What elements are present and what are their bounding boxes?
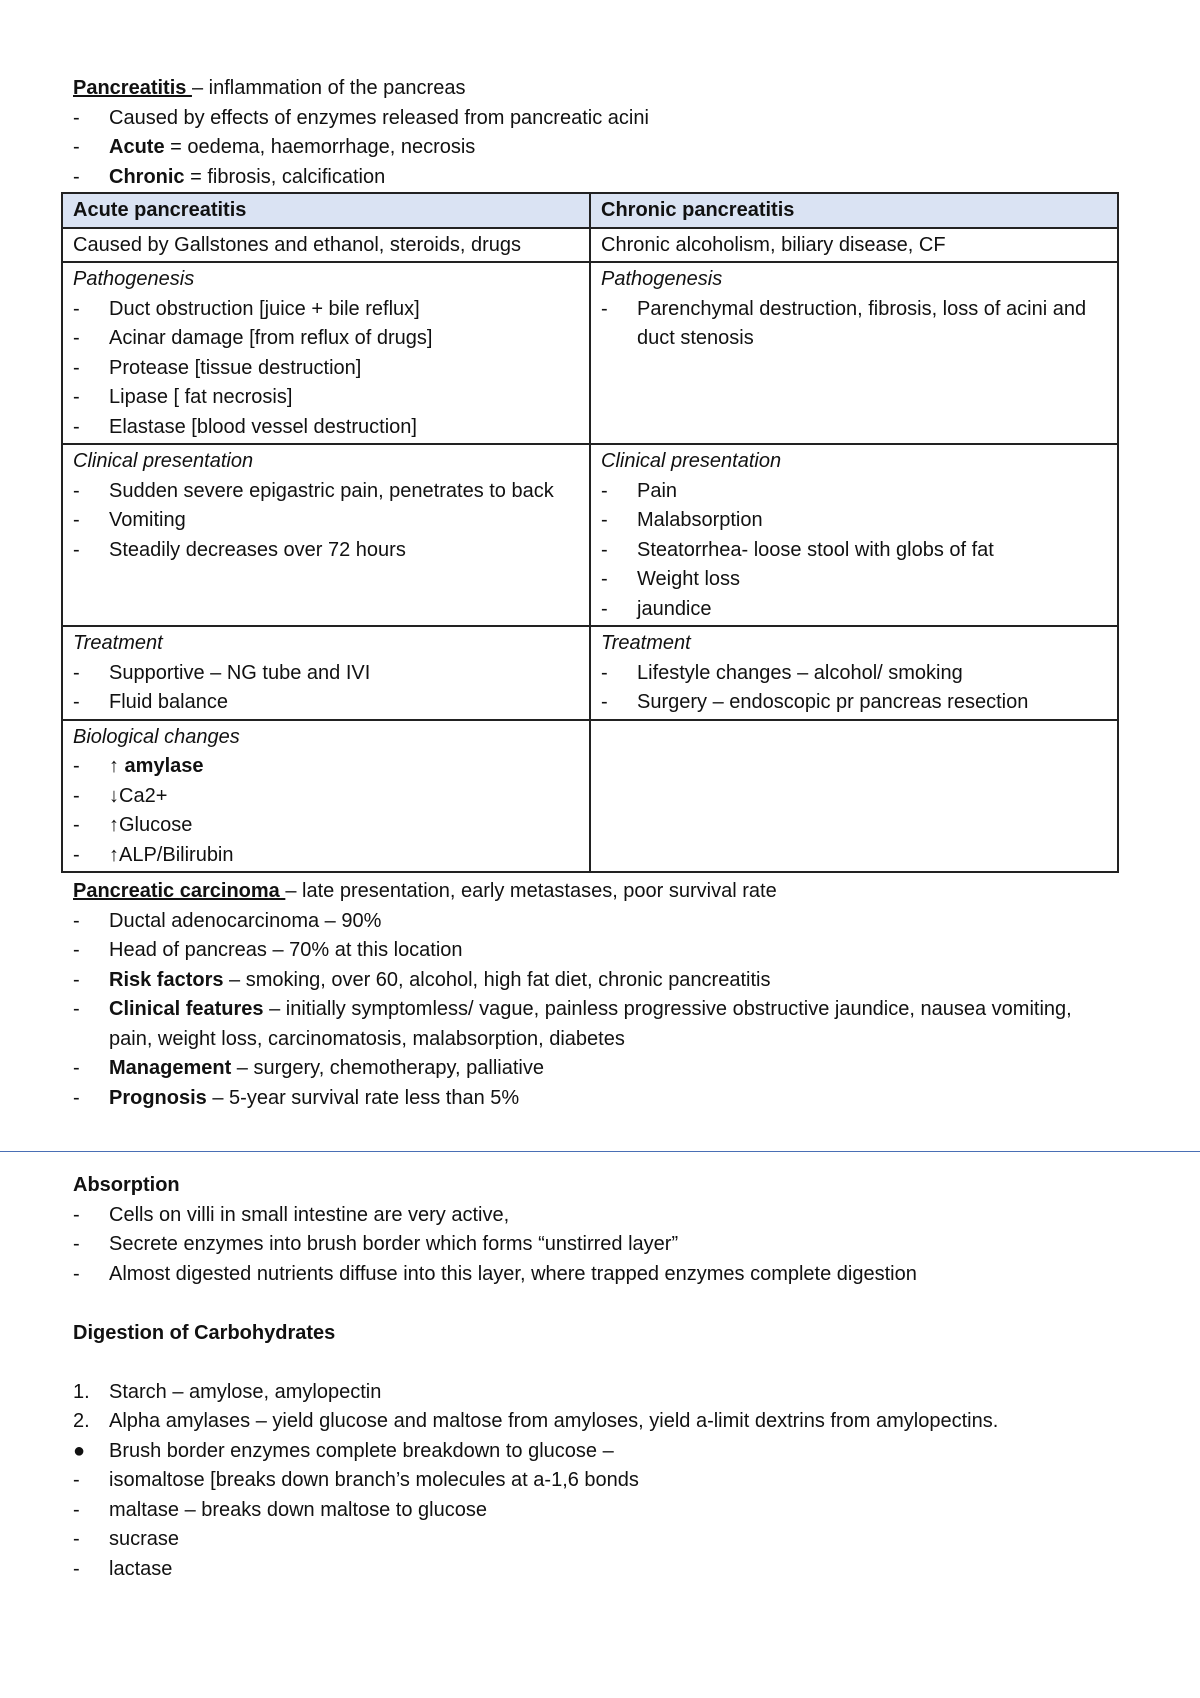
list-item: - Prognosis – 5-year survival rate less than 5% <box>73 1086 520 1109</box>
table-row <box>62 626 1118 720</box>
carcinoma-section <box>73 877 1173 1113</box>
list-item: - ↑ALP/Bilirubin <box>73 843 234 866</box>
list-item: - ↑ amylase <box>73 755 204 777</box>
table-row <box>62 720 1118 873</box>
list-item: 2. Alpha amylases – yield glucose and maltose from amyloses, yield a-limit dextrins from amylopectins. <box>73 1410 999 1432</box>
table-header-row <box>62 193 1118 228</box>
biological-chronic-empty <box>590 720 1118 873</box>
list-item: - Supportive – NG tube and IVI <box>73 661 371 684</box>
table-row <box>62 262 1118 444</box>
absorption-title: Absorption <box>73 1174 180 1196</box>
pancreatitis-title-rest: – inflammation of the pancreas <box>191 77 466 99</box>
page-top <box>73 74 1118 873</box>
list-item: - isomaltose [breaks down branch’s molecules at a-1,6 bonds <box>73 1469 639 1491</box>
list-item: - Chronic = fibrosis, calcification <box>73 165 386 188</box>
pancreatitis-comparison-table <box>61 192 1119 873</box>
list-item: - Acute = oedema, haemorrhage, necrosis <box>73 136 476 158</box>
list-item: - Almost digested nutrients diffuse into this layer, where trapped enzymes complete digestion <box>73 1262 917 1285</box>
clinical-label: Clinical presentation <box>601 450 782 472</box>
pathogenesis-label: Pathogenesis <box>73 268 195 290</box>
clinical-label: Clinical presentation <box>73 450 254 472</box>
header-acute: Acute pancreatitis <box>62 193 590 228</box>
bullet-text: = fibrosis, calcification <box>184 165 386 188</box>
list-item: - Steatorrhea- loose stool with globs of fat <box>601 538 994 561</box>
treatment-chronic <box>590 626 1118 720</box>
list-item: - maltase – breaks down maltose to glucose <box>73 1498 487 1521</box>
treatment-acute <box>62 626 590 720</box>
list-item: - Head of pancreas – 70% at this location <box>73 939 463 961</box>
list-item: - Vomiting <box>73 509 186 531</box>
list-item: - Secrete enzymes into brush border which forms “unstirred layer” <box>73 1233 679 1255</box>
list-item: - ↑Glucose <box>73 814 193 836</box>
list-item: - Fluid balance <box>73 691 228 713</box>
bullet-text: Caused by effects of enzymes released from pancreatic acini <box>109 106 649 129</box>
list-item: - Weight loss <box>601 568 741 590</box>
pathogenesis-acute <box>62 262 590 444</box>
table-row <box>62 228 1118 263</box>
list-item: - Malabsorption <box>601 509 763 531</box>
list-item: - Cells on villi in small intestine are very active, <box>73 1203 510 1226</box>
carcinoma-heading <box>73 877 1173 907</box>
list-item: - Ductal adenocarcinoma – 90% <box>73 909 382 932</box>
clinical-acute <box>62 444 590 626</box>
clinical-chronic <box>590 444 1118 626</box>
carcinoma-title: Pancreatic carcinoma <box>73 880 286 902</box>
page-divider <box>0 1151 1200 1152</box>
list-item: - Sudden severe epigastric pain, penetrates to back <box>73 479 554 502</box>
list-item: - Elastase [blood vessel destruction] <box>73 415 417 438</box>
list-item: - sucrase <box>73 1528 180 1550</box>
list-item: - Duct obstruction [juice + bile reflux] <box>73 297 420 320</box>
list-item: - Protease [tissue destruction] <box>73 356 362 379</box>
treatment-label: Treatment <box>601 632 691 654</box>
header-chronic: Chronic pancreatitis <box>590 193 1118 228</box>
list-item: ● Brush border enzymes complete breakdown to glucose – <box>73 1439 614 1462</box>
carbs-title: Digestion of Carbohydrates <box>73 1321 336 1344</box>
absorption-section <box>73 1171 1173 1584</box>
list-item: - Management – surgery, chemotherapy, palliative <box>73 1057 544 1079</box>
list-item: - Acinar damage [from reflux of drugs] <box>73 327 433 349</box>
list-item: - Lifestyle changes – alcohol/ smoking <box>601 661 963 684</box>
cause-acute: Caused by Gallstones and ethanol, steroids, drugs <box>62 228 590 263</box>
table-row <box>62 444 1118 626</box>
bullet-bold: Chronic <box>109 165 185 188</box>
list-item: - Steadily decreases over 72 hours <box>73 538 406 561</box>
pathogenesis-label: Pathogenesis <box>601 268 723 290</box>
list-item: - Lipase [ fat necrosis] <box>73 386 293 408</box>
list-item: 1. Starch – amylose, amylopectin <box>73 1380 382 1403</box>
list-item: - Parenchymal destruction, fibrosis, loss of acini and duct stenosis <box>601 297 1087 349</box>
carcinoma-title-rest: – late presentation, early metastases, poor survival rate <box>285 880 777 902</box>
list-item: - Clinical features – initially symptomless/ vague, painless progressive obstructive jaundice, nausea vomiting, pain, weight loss, carcinomatosis, malabsorption, diabetes <box>73 998 1072 1050</box>
bullet-bold: Acute <box>109 136 165 158</box>
list-item: - Risk factors – smoking, over 60, alcohol, high fat diet, chronic pancreatitis <box>73 968 771 991</box>
list-item: - Caused by effects of enzymes released from pancreatic acini <box>73 106 649 129</box>
list-item: - Pain <box>601 479 678 502</box>
pancreatitis-title: Pancreatitis <box>73 77 192 99</box>
cause-chronic: Chronic alcoholism, biliary disease, CF <box>590 228 1118 263</box>
bullet-text: = oedema, haemorrhage, necrosis <box>164 136 476 158</box>
treatment-label: Treatment <box>73 632 163 654</box>
list-item: - ↓Ca2+ <box>73 784 168 807</box>
biological-label: Biological changes <box>73 725 240 748</box>
biological-acute <box>62 720 590 873</box>
list-item: - Surgery – endoscopic pr pancreas resection <box>601 691 1029 713</box>
pancreatitis-heading <box>73 74 1118 104</box>
list-item: - jaundice <box>601 597 712 620</box>
pathogenesis-chronic <box>590 262 1118 444</box>
list-item: - lactase <box>73 1557 173 1580</box>
